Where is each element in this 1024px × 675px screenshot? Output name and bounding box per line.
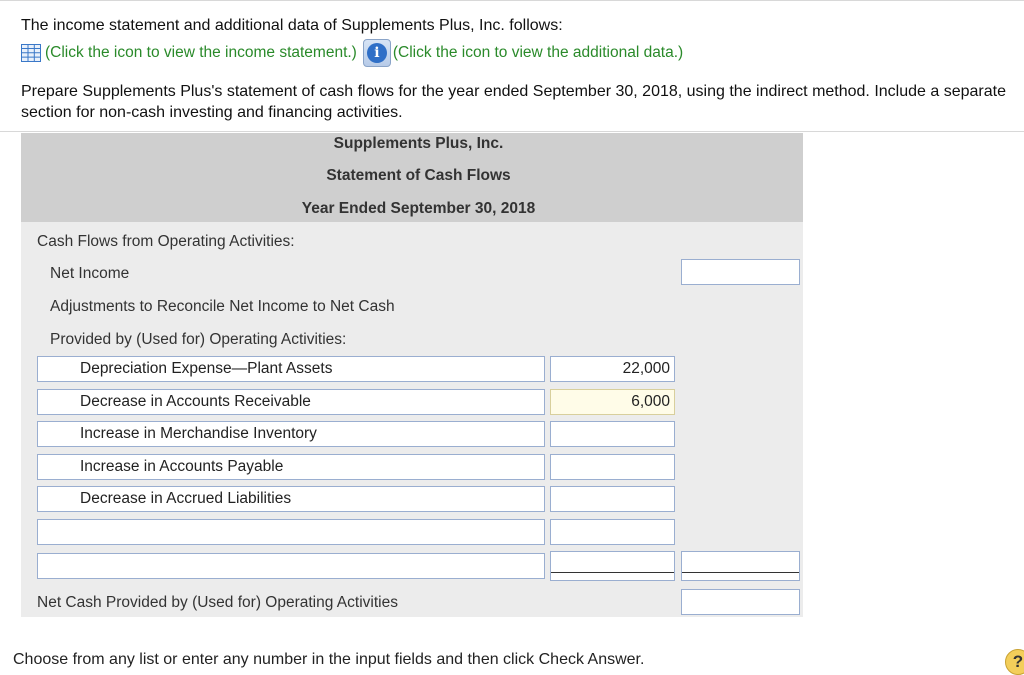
adjustment-item-field[interactable] bbox=[37, 454, 545, 480]
info-icon[interactable] bbox=[363, 39, 391, 67]
operating-activities-header: Cash Flows from Operating Activities: bbox=[37, 233, 295, 250]
statement-header bbox=[21, 133, 803, 222]
company-name: Supplements Plus, Inc. bbox=[333, 135, 504, 152]
adjustment-item-field[interactable] bbox=[37, 486, 545, 512]
top-divider bbox=[0, 0, 1024, 1]
adjustments-total-field[interactable] bbox=[681, 551, 800, 581]
adjustments-label-line1: Adjustments to Reconcile Net Income to Net Cash bbox=[50, 298, 395, 315]
net-cash-operating-input[interactable] bbox=[681, 589, 800, 615]
adjustment-amount-field[interactable] bbox=[550, 486, 675, 512]
adjustment-item-field[interactable] bbox=[37, 356, 545, 382]
instructions-text: Prepare Supplements Plus's statement of cash flows for the year ended September 30, 2018, using the indirect method. Include a separate section for non-cash investing and financing activities. bbox=[21, 83, 1006, 121]
adjustment-amount-field[interactable] bbox=[550, 421, 675, 447]
adjustment-amount-field[interactable] bbox=[550, 454, 675, 480]
section-divider bbox=[0, 131, 1024, 132]
table-icon[interactable] bbox=[21, 44, 41, 62]
intro-text: The income statement and additional data of Supplements Plus, Inc. follows: bbox=[21, 17, 563, 34]
adjustment-item-field[interactable] bbox=[37, 421, 545, 447]
statement-title: Statement of Cash Flows bbox=[326, 167, 511, 184]
adjustment-item-field[interactable] bbox=[37, 389, 545, 415]
help-button[interactable]: ? bbox=[1005, 649, 1024, 675]
adjustment-amount-field[interactable] bbox=[550, 356, 675, 382]
data-links bbox=[21, 40, 683, 66]
additional-data-link[interactable]: (Click the icon to view the additional data.) bbox=[392, 44, 684, 61]
net-cash-operating-label: Net Cash Provided by (Used for) Operating Activities bbox=[37, 594, 398, 611]
adjustments-label-line2: Provided by (Used for) Operating Activities: bbox=[50, 331, 347, 348]
adjustments-subtotal-field[interactable] bbox=[550, 551, 675, 581]
statement-period: Year Ended September 30, 2018 bbox=[301, 200, 536, 217]
income-statement-link[interactable]: (Click the icon to view the income statement.) bbox=[45, 44, 357, 61]
net-income-label: Net Income bbox=[50, 265, 130, 282]
adjustment-item-field[interactable] bbox=[37, 519, 545, 545]
net-income-input[interactable] bbox=[681, 259, 800, 285]
cash-flow-statement bbox=[21, 133, 803, 617]
info-glyph: i bbox=[367, 43, 387, 63]
footer-instructions: Choose from any list or enter any number in the input fields and then click Check Answer. bbox=[13, 651, 645, 668]
adjustment-amount-field[interactable] bbox=[550, 519, 675, 545]
adjustment-amount-field[interactable] bbox=[550, 389, 675, 415]
adjustment-item-field[interactable] bbox=[37, 553, 545, 579]
